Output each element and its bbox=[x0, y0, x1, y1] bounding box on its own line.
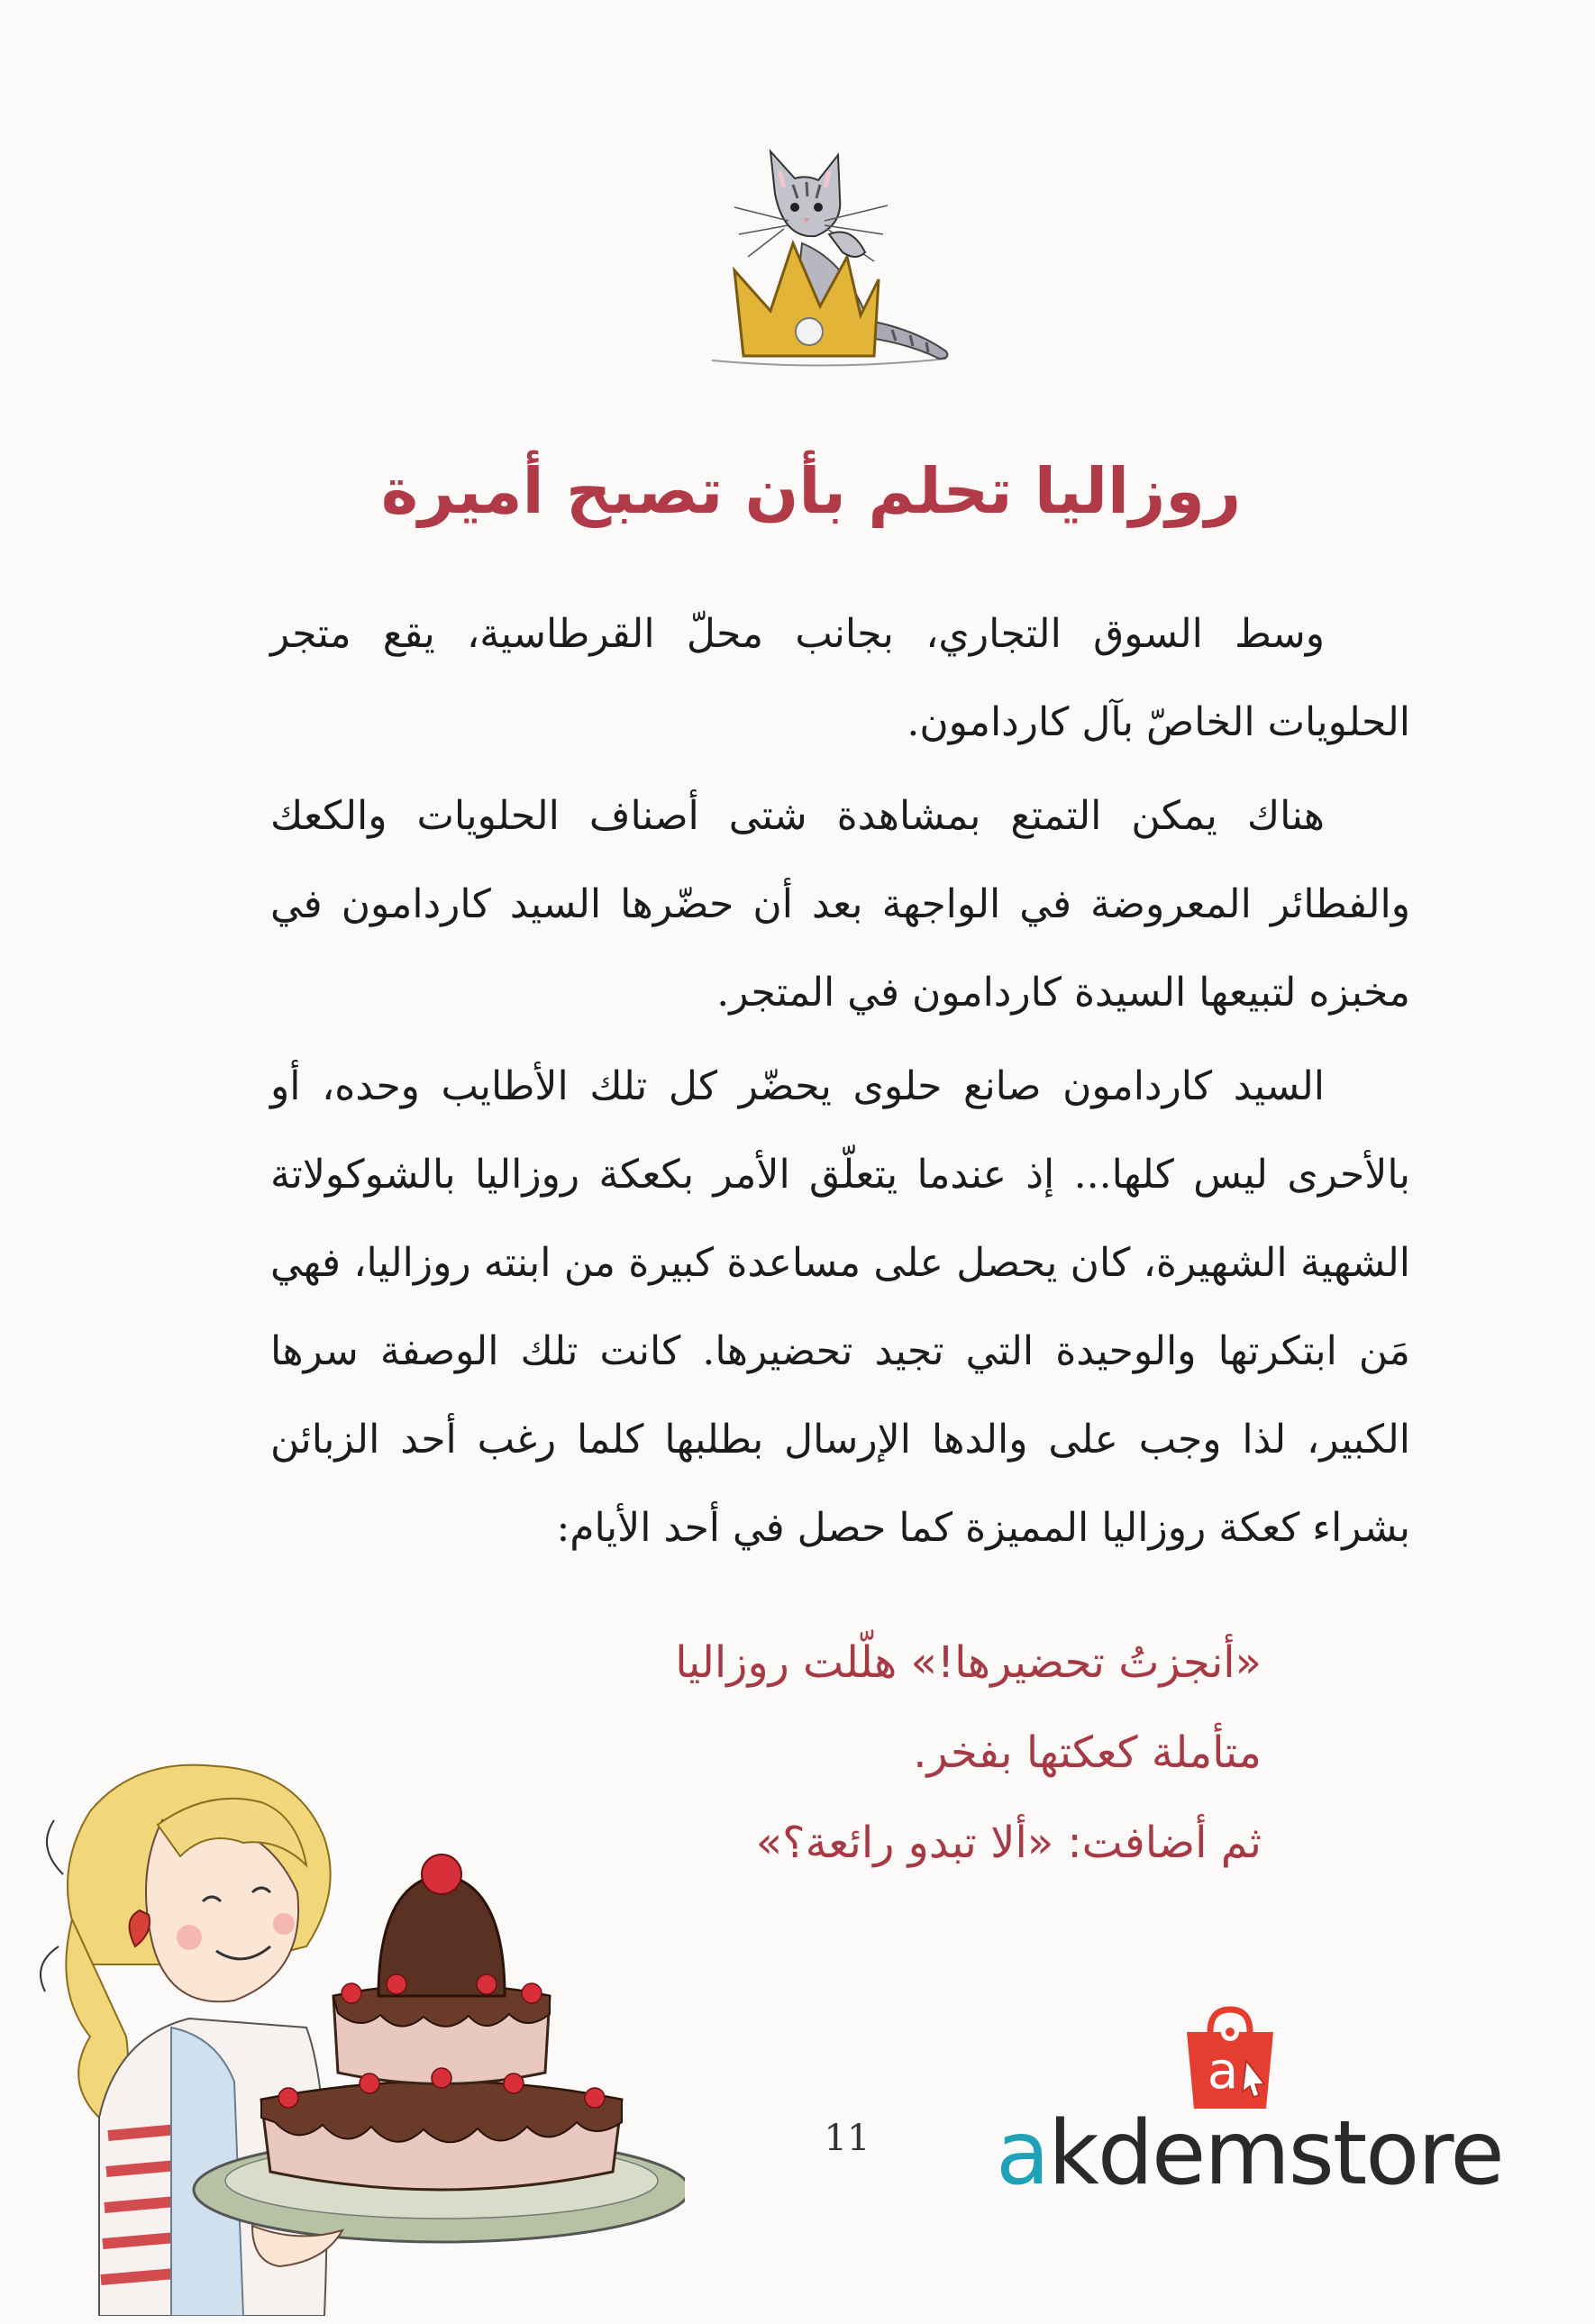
store-name bbox=[996, 2102, 1503, 2205]
bag-letter: a bbox=[1207, 2042, 1239, 2101]
dialogue-line: متأملة كعكتها بفخر. bbox=[913, 1727, 1262, 1778]
paragraph: هناك يمكن التمتع بمشاهدة شتى أصناف الحلويات والكعك والفطائر المعروضة في الواجهة بعد أن حضّرها السيد كاردامون في مخبزه لتبيعها السيدة كاردامون في المتجر. bbox=[270, 793, 1410, 1016]
girl-cake-illustration bbox=[36, 1739, 685, 2316]
dialogue-line: «أنجزتُ تحضيرها!» هلّلت روزاليا bbox=[675, 1637, 1262, 1688]
store-name-rest: kdemstore bbox=[1048, 2102, 1503, 2205]
paragraph: السيد كاردامون صانع حلوى يحضّر كل تلك الأطايب وحده، أو بالأحرى ليس كلها... إذ عندما يتعلّق الأمر بكعكة روزاليا بالشوكولاتة الشهية الشهيرة، كان يحصل على مساعدة كبيرة من ابنته روزاليا، فهي مَن ابتكرتها والوحيدة التي تجيد تحضيرها. كانت تلك الوصفة سرها الكبير، لذا وجب على والدها الإرسال بطلبها كلما رغب أحد الزبائن بشراء كعكة روزاليا المميزة كما حصل في أحد الأيام: bbox=[270, 1063, 1410, 1551]
store-logo bbox=[996, 2005, 1503, 2212]
shopping-bag-icon bbox=[1176, 2005, 1284, 2113]
paragraph: وسط السوق التجاري، بجانب محلّ القرطاسية، يقع متجر الحلويات الخاصّ بآل كاردامون. bbox=[270, 611, 1410, 745]
store-name-accent: a bbox=[996, 2102, 1049, 2205]
chapter-title: روزاليا تحلم بأن تصبح أميرة bbox=[380, 454, 1242, 528]
story-body bbox=[270, 590, 1410, 1578]
page-number: 11 bbox=[824, 2118, 870, 2159]
cat-crown-illustration bbox=[694, 135, 964, 387]
dialogue-line: ثم أضافت: «ألا تبدو رائعة؟» bbox=[755, 1818, 1262, 1868]
